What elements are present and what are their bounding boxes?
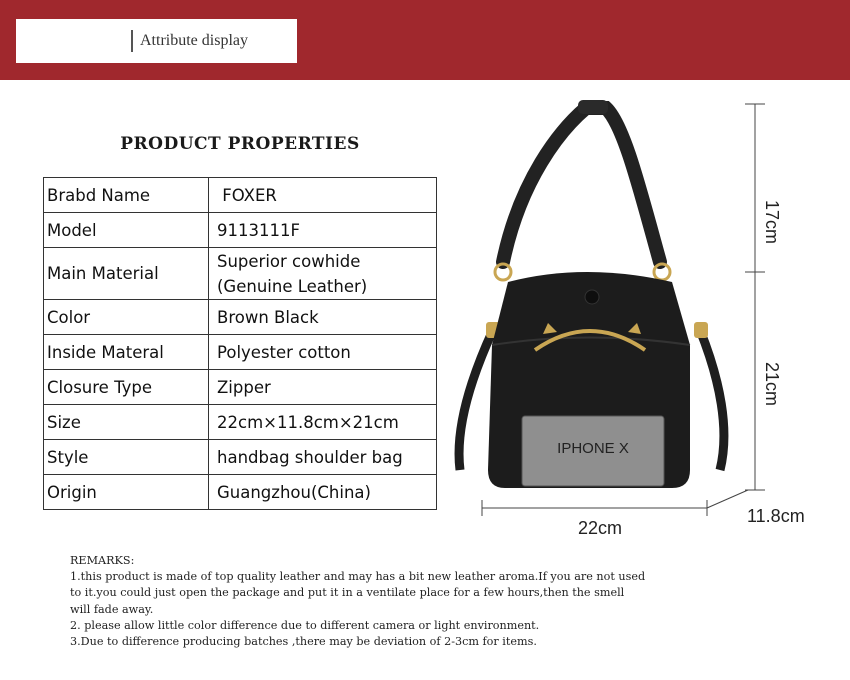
- property-value: Polyester cotton: [209, 335, 437, 370]
- properties-table: [43, 177, 437, 510]
- property-key: Main Material: [44, 248, 209, 300]
- height-dimension: 21cm: [762, 362, 782, 407]
- table-row: [44, 178, 437, 213]
- section-label-box: [16, 19, 297, 63]
- property-value: Zipper: [209, 370, 437, 405]
- property-key: Closure Type: [44, 370, 209, 405]
- table-row: [44, 405, 437, 440]
- property-key: Origin: [44, 475, 209, 510]
- remarks-section: [70, 553, 770, 650]
- property-value: handbag shoulder bag: [209, 440, 437, 475]
- remarks-line: will fade away.: [70, 602, 154, 616]
- remarks-line: 2. please allow little color difference due to different camera or light environment.: [70, 618, 540, 632]
- remarks-line: 1.this product is made of top quality leather and may has a bit new leather aroma.If you are not used: [70, 570, 646, 584]
- table-row: [44, 248, 437, 300]
- property-key: Style: [44, 440, 209, 475]
- header-banner: [0, 0, 850, 80]
- property-value: 9113111F: [209, 213, 437, 248]
- property-key: Inside Materal: [44, 335, 209, 370]
- property-value: Brown Black: [209, 300, 437, 335]
- table-row: [44, 440, 437, 475]
- remarks-line: 3.Due to difference producing batches ,there may be deviation of 2-3cm for items.: [70, 635, 537, 649]
- property-key: Size: [44, 405, 209, 440]
- property-value: Superior cowhide (Genuine Leather): [209, 248, 437, 300]
- depth-dimension: 11.8cm: [747, 506, 805, 526]
- property-key: Brabd Name: [44, 178, 209, 213]
- remarks-line: to it.you could just open the package and put it in a ventilate place for a few hours,then the smell: [70, 586, 625, 600]
- properties-title: PRODUCT PROPERTIES: [120, 134, 360, 154]
- label-divider: [131, 30, 133, 52]
- property-key: Color: [44, 300, 209, 335]
- table-row: [44, 300, 437, 335]
- property-value: FOXER: [209, 178, 437, 213]
- table-row: [44, 370, 437, 405]
- strap-dimension: 17cm: [762, 200, 782, 245]
- table-row: [44, 335, 437, 370]
- phone-label: IPHONE X: [557, 440, 629, 457]
- section-label: Attribute display: [140, 32, 248, 49]
- property-value: Guangzhou(China): [209, 475, 437, 510]
- property-key: Model: [44, 213, 209, 248]
- width-dimension: 22cm: [578, 518, 623, 538]
- table-row: [44, 475, 437, 510]
- property-value: 22cm×11.8cm×21cm: [209, 405, 437, 440]
- handbag-illustration: [440, 95, 850, 555]
- remarks-title: REMARKS:: [70, 554, 135, 567]
- table-row: [44, 213, 437, 248]
